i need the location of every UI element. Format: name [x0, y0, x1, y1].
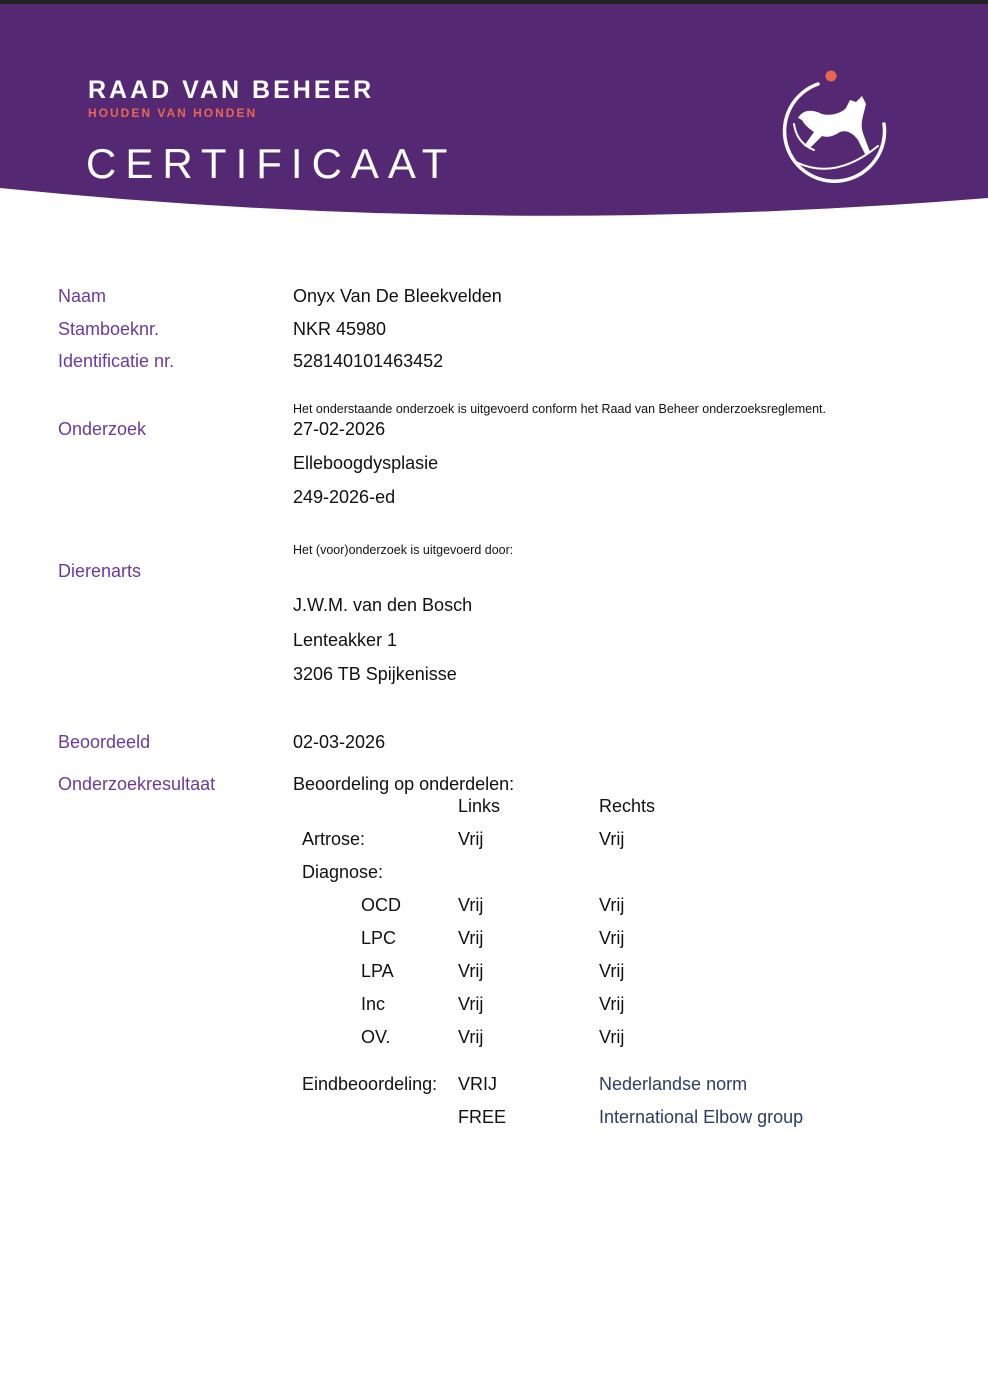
diagnosis-row-right: Vrij	[599, 961, 625, 981]
diagnosis-label: Diagnose:	[302, 862, 384, 882]
diagnosis-row-name: LPC	[361, 928, 397, 948]
diagnosis-row-right: Vrij	[599, 895, 625, 915]
vet-label: Dierenarts	[58, 561, 142, 581]
brand-name: RAAD VAN BEHEER	[88, 76, 375, 104]
id-label: Identificatie nr.	[58, 351, 175, 371]
vet-name: J.W.M. van den Bosch	[293, 595, 473, 615]
column-left-header: Links	[458, 796, 501, 816]
vet-city: 3206 TB Spijkenisse	[293, 664, 457, 684]
studbook-label: Stamboeknr.	[58, 319, 160, 339]
studbook-number: NKR 45980	[293, 319, 387, 339]
diagnosis-row-name: Inc	[361, 994, 386, 1014]
vet-note: Het (voor)onderzoek is uitgevoerd door:	[293, 543, 514, 557]
arthrosis-right: Vrij	[599, 829, 625, 849]
final-norm-nl: Nederlandse norm	[599, 1074, 748, 1094]
result-label: Onderzoekresultaat	[58, 774, 216, 794]
name-label: Naam	[58, 286, 107, 306]
result-intro: Beoordeling op onderdelen:	[293, 774, 515, 794]
arthrosis-left: Vrij	[458, 829, 484, 849]
exam-date: 27-02-2026	[293, 419, 386, 439]
exam-label: Onderzoek	[58, 419, 147, 439]
final-result-int: FREE	[458, 1107, 507, 1127]
diagnosis-row-right: Vrij	[599, 928, 625, 948]
diagnosis-row-left: Vrij	[458, 895, 484, 915]
id-number: 528140101463452	[293, 351, 444, 371]
final-norm-int: International Elbow group	[599, 1107, 804, 1127]
diagnosis-row-left: Vrij	[458, 1027, 484, 1047]
diagnosis-row-left: Vrij	[458, 994, 484, 1014]
diagnosis-row-left: Vrij	[458, 928, 484, 948]
exam-reference: 249-2026-ed	[293, 487, 396, 507]
diagnosis-row-name: OV.	[361, 1027, 391, 1047]
diagnosis-row-right: Vrij	[599, 994, 625, 1014]
assessed-label: Beoordeeld	[58, 732, 151, 752]
brand-tagline: HOUDEN VAN HONDEN	[88, 106, 258, 120]
diagnosis-row-name: LPA	[361, 961, 394, 981]
exam-type: Elleboogdysplasie	[293, 453, 439, 473]
exam-note: Het onderstaande onderzoek is uitgevoerd conform het Raad van Beheer onderzoeksreglement.	[293, 402, 826, 416]
diagnosis-row-left: Vrij	[458, 961, 484, 981]
diagnosis-row-name: OCD	[361, 895, 401, 915]
assessed-date: 02-03-2026	[293, 732, 386, 752]
column-right-header: Rechts	[599, 796, 656, 816]
vet-street: Lenteakker 1	[293, 630, 398, 650]
final-assessment-label: Eindbeoordeling:	[302, 1074, 438, 1094]
final-result-nl: VRIJ	[458, 1074, 498, 1094]
certificate-title: CERTIFICAAT	[86, 140, 457, 187]
dog-name: Onyx Van De Bleekvelden	[293, 286, 502, 306]
arthrosis-label: Artrose:	[302, 829, 366, 849]
diagnosis-row-right: Vrij	[599, 1027, 625, 1047]
leaping-dog-icon	[774, 66, 892, 186]
